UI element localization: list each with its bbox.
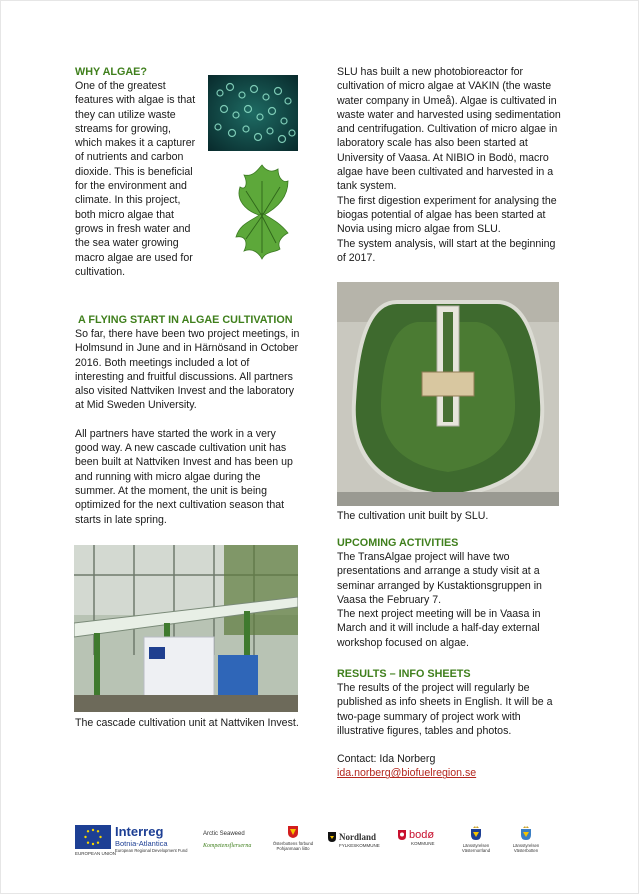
partner-logos-bar [71,825,571,865]
bodo-logo [397,825,443,865]
upcoming-heading: UPCOMING ACTIVITIES [337,537,459,549]
macro-algae-image [232,161,292,261]
lansstyrelsen-vb-line2: Västerbotten [513,848,539,853]
lansstyrelsen-vb-line1: Länsstyrelsen [512,843,540,848]
slu-section [337,65,567,265]
results-heading: RESULTS – INFO SHEETS [337,668,471,680]
macro-algae-drawing [232,161,292,261]
eu-flag-icon [75,825,111,849]
slu-paragraph-2: The first digestion experiment for analysing the biogas potential of algae has been started at Novia using micro algae from SLU. [337,194,557,236]
slu-photo-caption: The cultivation unit built by SLU. [337,510,489,522]
interreg-wordmark: Interreg [115,824,164,839]
flying-start-heading: A FLYING START IN ALGAE CULTIVATION [78,314,293,326]
bodo-row [397,829,443,841]
crown-shield-icon-2 [520,825,532,841]
bodo-shield-icon [397,829,407,841]
crown-shield-icon [470,825,482,841]
interreg-sub: Botnia-Atlantica [115,839,168,848]
nordland-sub: FYLKESKOMMUNE [339,843,380,848]
arctic-seaweed-sub: Kompetensflerserna [203,843,252,849]
flying-start-paragraph-2: All partners have started the work in a very good way. A new cascade cultivation unit has been built at Nattviken Invest and has been up and running with micro algae during the summer. At the moment, the unit is being optimized for the next cultivation season that starts in late spring. [75,427,293,526]
micro-algae-image [208,75,298,151]
upcoming-paragraph-1: The TransAlgae project will have two presentations and arrange a study visit at a seminar arranged by Kustaktionsgruppen in Vaasa the February 7. [337,551,542,606]
lansstyrelsen-vn-line1: Länsstyrelsen [462,843,490,848]
why-algae-heading: WHY ALGAE? [75,66,147,78]
osterbotten-name-fi: Pohjanmaan liitto [276,846,310,851]
slu-paragraph-1: SLU has built a new photobioreactor for cultivation of micro algae at VAKIN (the waste water company in Umeå). Algae is cultivated in waste water and harvested using sedimentation and centrifugation. Cultivation of micro algae in laboratory scale has also been started at University of Vaasa. At NIBIO in Bodö, macro algae have been cultivated and harvested in a tank system. [337,66,561,193]
osterbotten-logo [267,825,319,865]
flying-start-section [75,313,301,527]
upcoming-paragraph-2: The next project meeting will be in Vaasa in March and it will include a half-day external workshop focused on algae. [337,608,541,649]
nordland-shield-icon [327,831,337,843]
interreg-logo [115,825,193,865]
why-algae-section [75,65,200,279]
cascade-unit-drawing [74,545,298,712]
bodo-sub: KOMMUNE [411,841,435,846]
interreg-fund: European Regional Development Fund [115,848,188,853]
cascade-unit-photo [74,545,298,712]
micro-algae-drawing [208,75,298,151]
osterbotten-shield-icon [287,825,299,839]
results-section [337,667,567,781]
lansstyrelsen-vasterbotten-logo [503,825,549,865]
contact-label: Contact: Ida Norberg [337,753,436,766]
osterbotten-name: Österbottens förbund [272,841,314,846]
slu-photobioreactor-photo [337,282,559,506]
slu-photobioreactor-drawing [337,282,559,506]
nordland-logo [327,825,387,865]
eu-logo [75,825,117,865]
slu-paragraph-3: The system analysis, will start at the beginning of 2017. [337,237,556,264]
flying-start-paragraph-1: So far, there have been two project meetings, in Holmsund in June and in Härnösand in October 2016. Both meetings included a lot of interesting and fruitful discussions. All partners also visited Nattviken Invest and the laboratory at Mid Sweden University. [75,328,300,412]
arctic-seaweed-logo [203,825,263,865]
upcoming-section [337,536,567,650]
cascade-photo-caption: The cascade cultivation unit at Nattviken Invest. [75,717,299,729]
lansstyrelsen-vn-line2: Västernorrland [461,848,491,853]
contact-email-link[interactable]: ida.norberg@biofuelregion.se [337,767,477,780]
eu-logo-text: EUROPEAN UNION [75,851,117,856]
nordland-wordmark: Nordland [339,832,377,842]
arctic-seaweed-title: Arctic Seaweed [203,831,245,837]
bodo-wordmark: bodø [409,829,435,841]
lansstyrelsen-vasternorrland-logo [453,825,499,865]
nordland-row [327,831,387,843]
why-algae-text: One of the greatest features with algae is that they can utilize waste streams for growing, which makes it a capturer of nutrients and carbon dioxide. This is beneficial for the environment and climate. In this project, both micro algae that grows in fresh water and the sea water growing macro algae are used for cultivation. [75,80,196,278]
results-text: The results of the project will regularly be published as info sheets in English. It will be a two-page summary of project work with illustrative figures, tables and photos. [337,682,553,737]
